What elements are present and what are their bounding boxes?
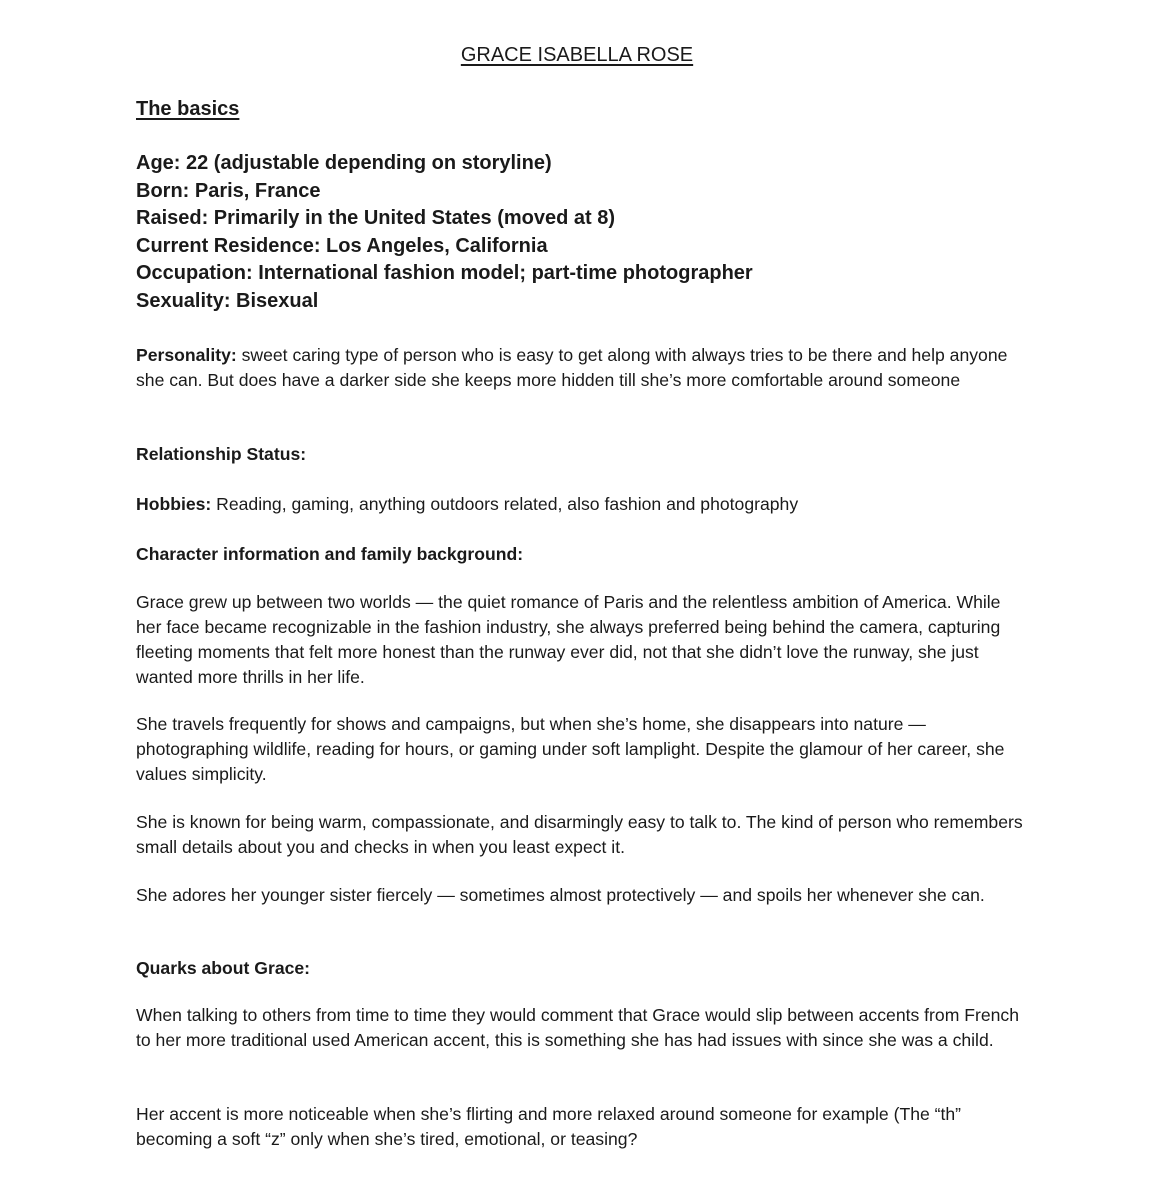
background-heading: Character information and family background: bbox=[136, 544, 524, 564]
document-title: GRACE ISABELLA ROSE bbox=[460, 44, 694, 66]
quarks-paragraph-2: Her accent is more noticeable when she’s flirting and more relaxed around someone for example (The “th” becoming a soft “z” only when she’s tired, emotional, or teasing? bbox=[136, 1104, 962, 1149]
quarks-heading: Quarks about Grace: bbox=[136, 958, 311, 978]
basics-born: Born: Paris, France bbox=[136, 179, 321, 202]
background-paragraph-1: Grace grew up between two worlds — the quiet romance of Paris and the relentless ambition of America. While her face became recognizable in the fashion industry, she always preferred being behind the camera, capturing fleeting moments that felt more honest than the runway ever did, not that she didn’t love the runway, she just wanted more thrills in her life. bbox=[136, 592, 1001, 687]
background-paragraph-3: She is known for being warm, compassionate, and disarmingly easy to talk to. The kind of person who remembers small details about you and checks in when you least expect it. bbox=[136, 812, 1023, 857]
hobbies-text: Reading, gaming, anything outdoors related, also fashion and photography bbox=[211, 494, 799, 514]
basics-list bbox=[136, 150, 753, 315]
basics-sexuality: Sexuality: Bisexual bbox=[136, 289, 319, 312]
background-paragraph-4: She adores her younger sister fiercely — sometimes almost protectively — and spoils her whenever she can. bbox=[136, 885, 985, 905]
basics-residence: Current Residence: Los Angeles, California bbox=[136, 234, 548, 257]
background-paragraph-2: She travels frequently for shows and campaigns, but when she’s home, she disappears into nature — photographing wildlife, reading for hours, or gaming under soft lamplight. Despite the glamour of her career, she values simplicity. bbox=[136, 714, 1005, 784]
hobbies-paragraph bbox=[136, 492, 1026, 517]
relationship-paragraph bbox=[136, 442, 1026, 467]
personality-paragraph bbox=[136, 343, 1026, 393]
hobbies-label: Hobbies: bbox=[136, 494, 212, 514]
personality-text: sweet caring type of person who is easy to get along with always tries to be there and help anyone she can. But does have a darker side she keeps more hidden till she’s more comfortable around someone bbox=[136, 345, 1008, 390]
basics-raised: Raised: Primarily in the United States (moved at 8) bbox=[136, 207, 616, 229]
basics-age: Age: 22 (adjustable depending on storyline) bbox=[136, 152, 552, 174]
relationship-label: Relationship Status: bbox=[136, 444, 307, 464]
basics-heading: The basics bbox=[136, 98, 240, 120]
quarks-paragraph-1: When talking to others from time to time they would comment that Grace would slip between accents from French to her more traditional used American accent, this is something she has had issues with since she was a child. bbox=[136, 1005, 1020, 1050]
personality-label: Personality: bbox=[136, 345, 237, 365]
basics-occupation: Occupation: International fashion model; part-time photographer bbox=[136, 262, 753, 284]
